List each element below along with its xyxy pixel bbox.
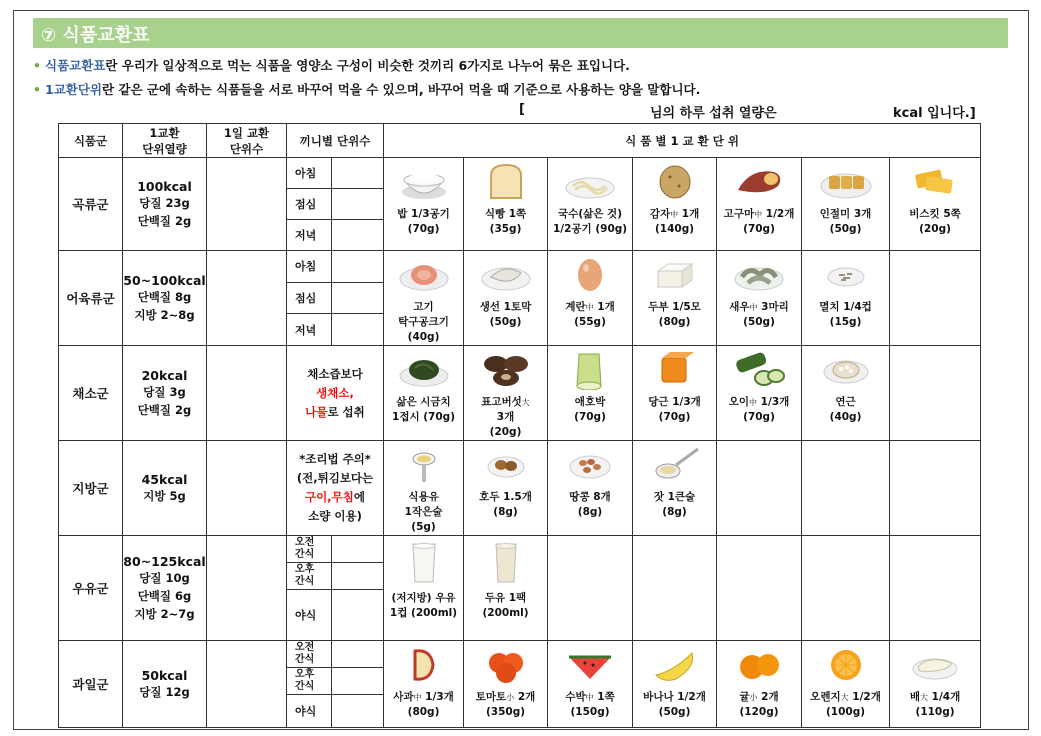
meal-label: 저녁 xyxy=(287,314,332,346)
food-item-empty xyxy=(890,251,981,346)
pine-nut-spoon-icon xyxy=(646,445,704,485)
food-item: 고기 탁구공크기 (40g) xyxy=(384,251,464,346)
meal-label: 점심 xyxy=(287,282,332,314)
bullet-definition-table: • 식품교환표란 우리가 일상적으로 먹는 식품을 영양소 구성이 비슷한 것끼리 6가지로 나누어 묶은 표입니다. xyxy=(33,58,630,73)
cucumber-icon xyxy=(730,350,788,390)
meal-units-input[interactable] xyxy=(332,314,384,346)
oil-spoon-icon xyxy=(395,445,453,485)
food-item: 오렌지大 1/2개 (100g) xyxy=(802,641,890,728)
bullet-dot-icon: • xyxy=(33,58,41,73)
soy-milk-glass-icon xyxy=(477,540,535,586)
food-item-empty xyxy=(890,441,981,536)
lotus-root-icon xyxy=(817,350,875,390)
food-item-empty xyxy=(548,536,633,641)
food-item: 두부 1/5모 (80g) xyxy=(633,251,717,346)
food-item: 당근 1/3개 (70g) xyxy=(633,346,717,441)
header-group: 식품군 xyxy=(59,124,123,158)
potato-icon xyxy=(646,162,704,202)
fish-icon xyxy=(477,255,535,295)
food-item: 배大 1/4개 (110g) xyxy=(890,641,981,728)
spinach-icon xyxy=(395,350,453,390)
intake-bracket-open: [ xyxy=(519,102,525,117)
food-item: 호두 1.5개 (8g) xyxy=(464,441,548,536)
meal-units-input[interactable] xyxy=(332,668,384,695)
fat-cooking-note: *조리법 주의* (전,튀김보다는 구이,무침에 소량 이용) xyxy=(287,441,384,536)
header-food-units: 식 품 별 1 교 환 단 위 xyxy=(384,124,981,158)
meal-label: 야식 xyxy=(287,590,332,641)
daily-units-input-fruit[interactable] xyxy=(207,641,287,728)
group-name: 지방군 xyxy=(59,441,123,536)
daily-units-input-milk[interactable] xyxy=(207,536,287,641)
table-row xyxy=(59,536,981,563)
food-item: 국수(삶은 것) 1/2공기 (90g) xyxy=(548,158,633,251)
rice-bowl-icon xyxy=(395,162,453,202)
daily-units-input-grain[interactable] xyxy=(207,158,287,251)
meal-units-input[interactable] xyxy=(332,563,384,590)
group-name: 과일군 xyxy=(59,641,123,728)
tangerine-icon xyxy=(730,645,788,685)
food-item: 고구마中 1/2개 (70g) xyxy=(717,158,802,251)
tomato-icon xyxy=(477,645,535,685)
header-daily-units: 1일 교환 단위수 xyxy=(207,124,287,158)
food-item: 감자中 1개 (140g) xyxy=(633,158,717,251)
daily-units-input-meat[interactable] xyxy=(207,251,287,346)
food-item-empty xyxy=(802,441,890,536)
banana-icon xyxy=(646,645,704,685)
meal-units-input[interactable] xyxy=(332,189,384,220)
food-item-empty xyxy=(717,441,802,536)
group-name: 우유군 xyxy=(59,536,123,641)
table-row xyxy=(59,158,981,189)
anchovy-icon xyxy=(817,255,875,295)
food-exchange-table xyxy=(58,123,981,728)
biscuit-icon xyxy=(906,162,964,202)
food-item: 인절미 3개 (50g) xyxy=(802,158,890,251)
peanut-icon xyxy=(561,445,619,485)
intake-text: 님의 하루 섭취 열량은 xyxy=(650,106,777,121)
header-unit-kcal: 1교환 단위열량 xyxy=(123,124,207,158)
meal-label: 오후 간식 xyxy=(287,563,332,590)
daily-units-input-vegetable[interactable] xyxy=(207,346,287,441)
meal-units-input[interactable] xyxy=(332,282,384,314)
meal-units-input[interactable] xyxy=(332,220,384,251)
meal-label: 오전 간식 xyxy=(287,641,332,668)
meat-icon xyxy=(395,255,453,295)
food-item-empty xyxy=(890,346,981,441)
daily-units-input-fat[interactable] xyxy=(207,441,287,536)
bullet-definition-unit: • 1교환단위란 같은 군에 속하는 식품들을 서로 바꾸어 먹을 수 있으며, 바꾸어 먹을 때 기준으로 사용하는 양을 말합니다. xyxy=(33,82,701,97)
zucchini-icon xyxy=(561,350,619,390)
mushroom-icon xyxy=(477,350,535,390)
bullet-dot-icon: • xyxy=(33,82,41,97)
group-unit-nutrients: 50~100kcal 단백질 8g 지방 2~8g xyxy=(123,251,207,346)
meal-label: 저녁 xyxy=(287,220,332,251)
table-row xyxy=(59,346,981,441)
group-name: 곡류군 xyxy=(59,158,123,251)
meal-units-input[interactable] xyxy=(332,536,384,563)
group-unit-nutrients: 45kcal 지방 5g xyxy=(123,441,207,536)
meal-units-input[interactable] xyxy=(332,695,384,728)
orange-icon xyxy=(817,645,875,685)
group-unit-nutrients: 100kcal 당질 23g 단백질 2g xyxy=(123,158,207,251)
food-item: 오이中 1/3개 (70g) xyxy=(717,346,802,441)
food-item-empty xyxy=(717,536,802,641)
food-item: (저지방) 우유 1컵 (200ml) xyxy=(384,536,464,641)
table-header-row xyxy=(59,124,981,158)
food-item: 멸치 1/4컵 (15g) xyxy=(802,251,890,346)
meal-label: 오전 간식 xyxy=(287,536,332,563)
sweet-potato-icon xyxy=(730,162,788,202)
meal-label: 야식 xyxy=(287,695,332,728)
food-item: 땅콩 8개 (8g) xyxy=(548,441,633,536)
food-item: 밥 1/3공기 (70g) xyxy=(384,158,464,251)
header-meal-units: 끼니별 단위수 xyxy=(287,124,384,158)
table-row xyxy=(59,641,981,668)
meal-units-input[interactable] xyxy=(332,641,384,668)
table-row xyxy=(59,441,981,536)
bread-slice-icon xyxy=(477,162,535,202)
food-item: 삶은 시금치 1접시 (70g) xyxy=(384,346,464,441)
food-item: 두유 1팩 (200ml) xyxy=(464,536,548,641)
food-item: 애호박 (70g) xyxy=(548,346,633,441)
group-unit-nutrients: 80~125kcal 당질 10g 단백질 6g 지방 2~7g xyxy=(123,536,207,641)
food-item: 잣 1큰술 (8g) xyxy=(633,441,717,536)
apple-icon xyxy=(395,645,453,685)
group-unit-nutrients: 50kcal 당질 12g xyxy=(123,641,207,728)
group-unit-nutrients: 20kcal 당질 3g 단백질 2g xyxy=(123,346,207,441)
food-item: 식용유 1작은술 (5g) xyxy=(384,441,464,536)
rice-cake-icon xyxy=(817,162,875,202)
food-item: 토마토小 2개 (350g) xyxy=(464,641,548,728)
food-item: 바나나 1/2개 (50g) xyxy=(633,641,717,728)
food-item-empty xyxy=(890,536,981,641)
tofu-icon xyxy=(646,255,704,295)
food-item: 계란中 1개 (55g) xyxy=(548,251,633,346)
meal-units-input[interactable] xyxy=(332,158,384,189)
food-item: 식빵 1쪽 (35g) xyxy=(464,158,548,251)
food-item: 사과中 1/3개 (80g) xyxy=(384,641,464,728)
food-item: 새우中 3마리 (50g) xyxy=(717,251,802,346)
meal-units-input[interactable] xyxy=(332,251,384,283)
milk-glass-icon xyxy=(395,540,453,586)
noodles-icon xyxy=(561,162,619,202)
meal-label: 아침 xyxy=(287,251,332,283)
food-item: 표고버섯大 3개 (20g) xyxy=(464,346,548,441)
section-banner xyxy=(33,18,1008,48)
group-name: 채소군 xyxy=(59,346,123,441)
egg-icon xyxy=(561,255,619,295)
food-item-empty xyxy=(633,536,717,641)
meal-label: 아침 xyxy=(287,158,332,189)
food-item-empty xyxy=(802,536,890,641)
carrot-icon xyxy=(646,350,704,390)
food-item: 수박中 1쪽 (150g) xyxy=(548,641,633,728)
food-item: 귤小 2개 (120g) xyxy=(717,641,802,728)
meal-label: 오후 간식 xyxy=(287,668,332,695)
food-item: 연근 (40g) xyxy=(802,346,890,441)
vegetable-intake-note: 채소즙보다 생채소, 나물로 섭취 xyxy=(287,346,384,441)
table-row xyxy=(59,251,981,283)
section-title: ⑦ 식품교환표 xyxy=(41,25,150,46)
food-item: 비스킷 5쪽 (20g) xyxy=(890,158,981,251)
group-name: 어육류군 xyxy=(59,251,123,346)
shrimp-icon xyxy=(730,255,788,295)
food-item: 생선 1토막 (50g) xyxy=(464,251,548,346)
pear-icon xyxy=(906,645,964,685)
meal-units-input[interactable] xyxy=(332,590,384,641)
watermelon-icon xyxy=(561,645,619,685)
walnut-icon xyxy=(477,445,535,485)
intake-unit: kcal 입니다.] xyxy=(893,106,976,121)
meal-label: 점심 xyxy=(287,189,332,220)
